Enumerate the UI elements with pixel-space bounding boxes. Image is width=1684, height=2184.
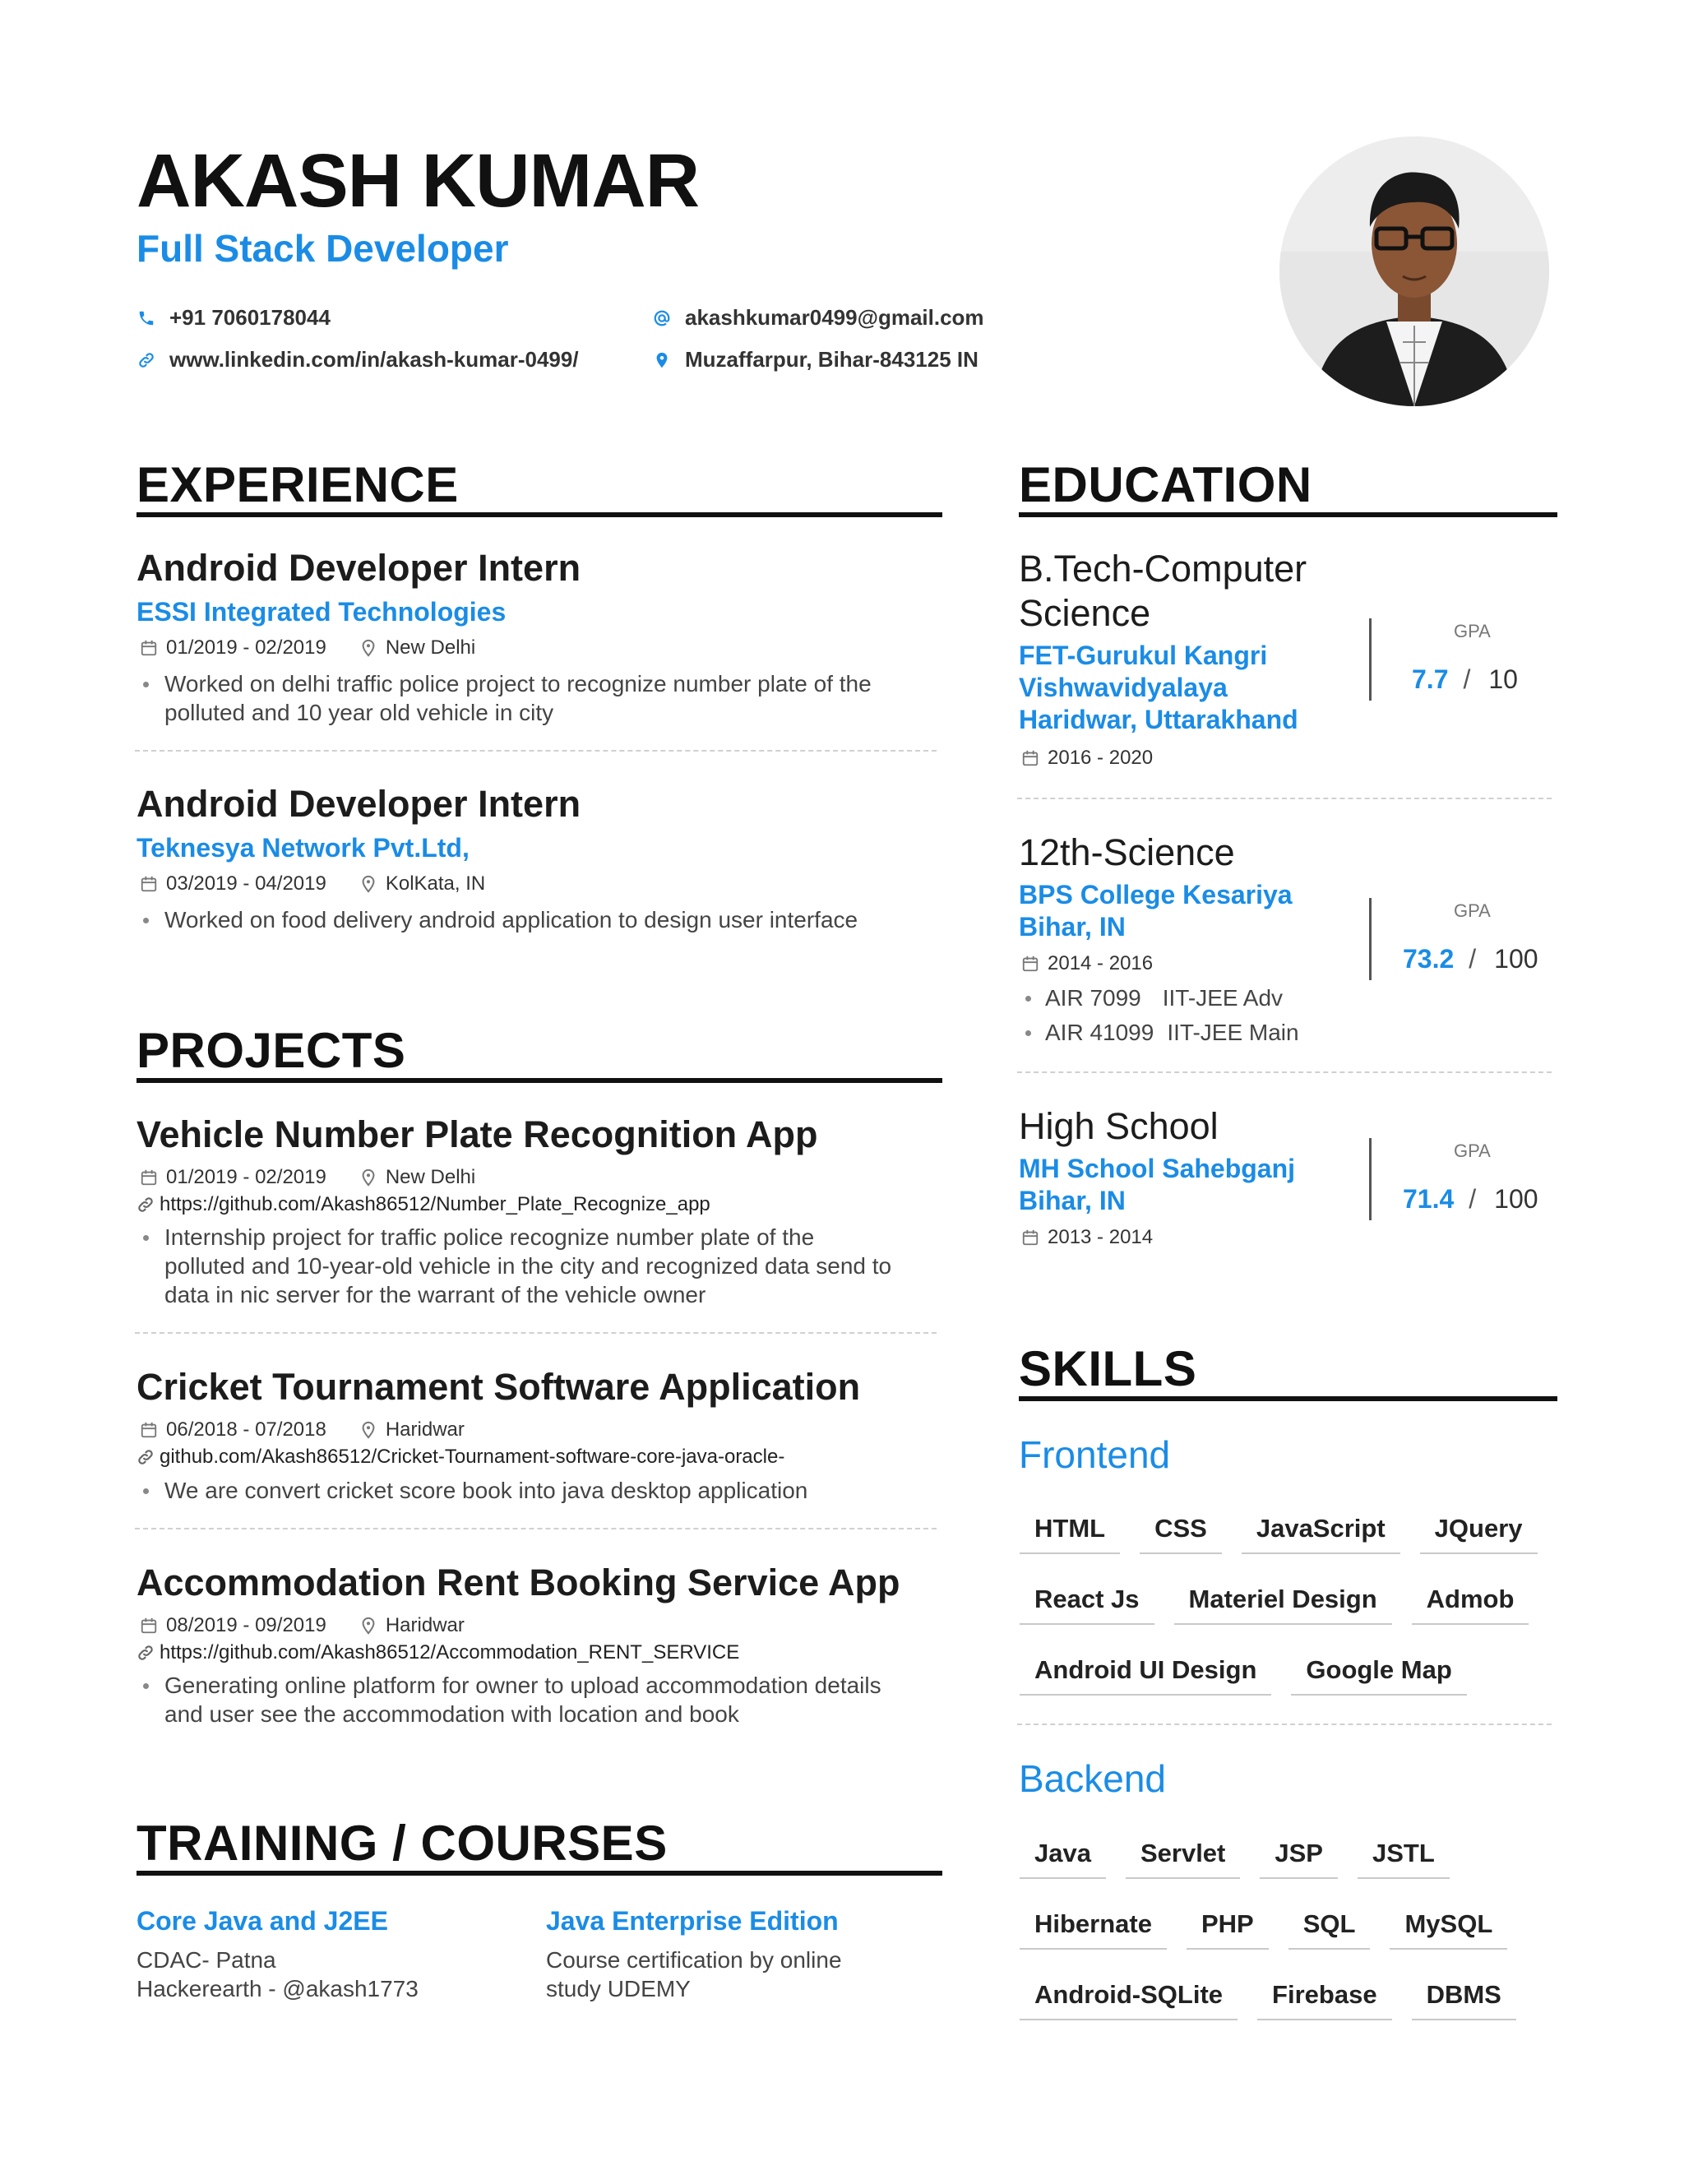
- edu-1-school-line3: Haridwar, Uttarakhand: [1019, 705, 1298, 734]
- frontend-heading: Frontend: [1019, 1433, 1171, 1476]
- proj-2-dates: 06/2018 - 07/2018: [166, 1418, 326, 1441]
- divider: [135, 1332, 937, 1334]
- skill-tag: Firebase: [1257, 1979, 1392, 2020]
- proj-3-bullet: Generating online platform for owner to upload accommodation details and user see the accommodation with location and book: [136, 1671, 893, 1728]
- edu-2-school-line1: BPS College Kesariya: [1019, 880, 1293, 909]
- edu-3-school-line2: Bihar, IN: [1019, 1186, 1126, 1215]
- training-heading: TRAINING / COURSES: [136, 1816, 668, 1871]
- proj-3-title: Accommodation Rent Booking Service App: [136, 1562, 900, 1603]
- edu-2-school-line2: Bihar, IN: [1019, 912, 1126, 942]
- proj-3-bullets: [136, 1671, 893, 1728]
- edu-3-dates: 2013 - 2014: [1048, 1226, 1154, 1248]
- edu-2-degree: [1019, 831, 1235, 875]
- skill-tag: React Js: [1020, 1584, 1154, 1625]
- edu-1-gpa: 7.7 / 10: [1412, 664, 1518, 694]
- link-icon: [132, 351, 161, 369]
- edu-2-achievements: [1019, 981, 1364, 1050]
- candidate-name: AKASH KUMAR: [136, 139, 700, 223]
- divider: [1017, 1724, 1552, 1725]
- edu-3-gpa-max: 100: [1494, 1184, 1538, 1214]
- skill-tag: Google Map: [1291, 1654, 1466, 1696]
- edu-3-gpa-label: GPA: [1454, 1141, 1491, 1161]
- proj-1-title: Vehicle Number Plate Recognition App: [136, 1113, 818, 1155]
- achievement-exam: IIT-JEE Adv: [1162, 985, 1284, 1011]
- proj-3-location: Haridwar: [385, 1614, 465, 1636]
- divider: [135, 1528, 937, 1529]
- achievement-item: [1019, 1016, 1364, 1050]
- proj-1-url: https://github.com/Akash86512/Number_Plate_Recognize_app: [160, 1193, 710, 1215]
- exp-1-dates: 01/2019 - 02/2019: [166, 636, 326, 659]
- phone-text: +91 7060178044: [169, 305, 331, 330]
- projects-heading: PROJECTS: [136, 1023, 406, 1078]
- exp-2-dates: 03/2019 - 04/2019: [166, 872, 326, 895]
- proj-3-dates: 08/2019 - 09/2019: [166, 1614, 326, 1636]
- achievement-item: [1019, 981, 1364, 1016]
- calendar-icon: [140, 1421, 158, 1439]
- edu-1-school-line1: FET-Gurukul Kangri: [1019, 641, 1268, 670]
- training-rule: [136, 1871, 942, 1876]
- proj-1-dates: 01/2019 - 02/2019: [166, 1166, 326, 1188]
- exp-2-role: Android Developer Intern: [136, 783, 581, 825]
- divider: [135, 750, 937, 752]
- edu-3-meta: [1021, 1226, 1153, 1249]
- edu-2-degree-line1: 12th-Science: [1019, 831, 1235, 873]
- edu-2-gpa: 73.2 / 100: [1403, 944, 1538, 974]
- proj-2-title: Cricket Tournament Software Application: [136, 1366, 861, 1408]
- course-1-line1: CDAC- Patna: [136, 1947, 276, 1973]
- proj-1-link[interactable]: [136, 1193, 710, 1216]
- skill-tag: Servlet: [1126, 1838, 1240, 1879]
- calendar-icon: [140, 1617, 158, 1635]
- skills-rule: [1019, 1396, 1557, 1401]
- skill-tag: Hibernate: [1020, 1909, 1167, 1950]
- exp-1-role: Android Developer Intern: [136, 547, 581, 589]
- experience-heading: EXPERIENCE: [136, 457, 459, 512]
- proj-2-bullets: [136, 1476, 951, 1505]
- linkedin-text: www.linkedin.com/in/akash-kumar-0499/: [169, 347, 579, 372]
- frontend-tags: [1020, 1513, 1595, 1696]
- skill-tag: HTML: [1020, 1513, 1120, 1554]
- edu-1-school: [1019, 640, 1298, 736]
- skills-heading: SKILLS: [1019, 1341, 1197, 1396]
- backend-heading: Backend: [1019, 1757, 1167, 1800]
- link-icon: [136, 1196, 155, 1214]
- edu-2-gpa-label: GPA: [1454, 900, 1491, 921]
- edu-3-degree: [1019, 1104, 1219, 1149]
- skill-tag: JavaScript: [1242, 1513, 1400, 1554]
- skill-tag: Materiel Design: [1174, 1584, 1392, 1625]
- edu-3-gpa-value: 71.4: [1403, 1184, 1455, 1214]
- edu-3-gpa: 71.4 / 100: [1403, 1184, 1538, 1214]
- contact-linkedin[interactable]: [132, 347, 579, 372]
- edu-1-school-line2: Vishwavidyalaya: [1019, 673, 1228, 702]
- divider: [1017, 798, 1552, 799]
- contact-email[interactable]: [647, 305, 984, 331]
- proj-2-location: Haridwar: [385, 1418, 465, 1441]
- exp-2-bullet: Worked on food delivery android application to design user interface: [136, 905, 959, 934]
- edu-1-meta: [1021, 747, 1153, 770]
- edu-1-degree-line1: B.Tech-Computer: [1019, 548, 1307, 590]
- proj-2-meta: [140, 1418, 465, 1441]
- education-heading: EDUCATION: [1019, 457, 1312, 512]
- skill-tag: CSS: [1140, 1513, 1222, 1554]
- edu-1-dates: 2016 - 2020: [1048, 747, 1154, 769]
- skill-tag: JQuery: [1420, 1513, 1538, 1554]
- course-2-desc: [546, 1946, 842, 2003]
- edu-2-meta: [1021, 952, 1153, 975]
- location-pin-icon: [359, 1168, 377, 1187]
- proj-2-link[interactable]: [136, 1446, 784, 1469]
- skill-tag: JSP: [1260, 1838, 1338, 1879]
- projects-rule: [136, 1078, 942, 1083]
- course-2-line1: Course certification by online: [546, 1947, 842, 1973]
- calendar-icon: [140, 1168, 158, 1187]
- divider: [1017, 1071, 1552, 1073]
- contact-phone[interactable]: [132, 305, 331, 331]
- gpa-divider: [1369, 898, 1372, 980]
- skill-tag: MySQL: [1390, 1909, 1507, 1950]
- skill-tag: Java: [1020, 1838, 1106, 1879]
- course-2-title: Java Enterprise Edition: [546, 1906, 839, 1936]
- location-pin-icon: [359, 875, 377, 893]
- skill-tag: SQL: [1288, 1909, 1371, 1950]
- proj-1-location: New Delhi: [385, 1166, 476, 1188]
- achievement-exam: IIT-JEE Main: [1167, 1020, 1299, 1045]
- edu-3-degree-line1: High School: [1019, 1105, 1219, 1147]
- course-1-title: Core Java and J2EE: [136, 1906, 388, 1936]
- proj-3-meta: [140, 1614, 465, 1637]
- calendar-icon: [1021, 749, 1039, 767]
- exp-1-meta: [140, 636, 475, 659]
- exp-1-bullets: [136, 669, 951, 727]
- edu-3-school: [1019, 1153, 1295, 1217]
- link-icon: [136, 1644, 155, 1662]
- edu-1-gpa-value: 7.7: [1412, 664, 1449, 694]
- achievement-rank: AIR 41099: [1045, 1020, 1154, 1045]
- skill-tag: Android-SQLite: [1020, 1979, 1238, 2020]
- edu-3-school-line1: MH School Sahebganj: [1019, 1154, 1296, 1183]
- proj-1-bullets: [136, 1223, 897, 1309]
- edu-2-dates: 2014 - 2016: [1048, 952, 1154, 974]
- course-2-line2: study UDEMY: [546, 1976, 691, 2001]
- exp-2-meta: [140, 872, 485, 895]
- exp-1-location: New Delhi: [385, 636, 476, 659]
- calendar-icon: [1021, 955, 1039, 973]
- exp-2-location: KolKata, IN: [385, 872, 486, 895]
- calendar-icon: [1021, 1228, 1039, 1247]
- edu-2-school: [1019, 879, 1293, 943]
- link-icon: [136, 1448, 155, 1466]
- edu-2-gpa-max: 100: [1494, 944, 1538, 974]
- skill-tag: Admob: [1412, 1584, 1529, 1625]
- at-icon: [647, 309, 677, 327]
- location-pin-icon: [647, 351, 677, 369]
- calendar-icon: [140, 639, 158, 657]
- job-title: Full Stack Developer: [136, 227, 509, 270]
- calendar-icon: [140, 875, 158, 893]
- location-pin-icon: [359, 1617, 377, 1635]
- contact-location: [647, 347, 978, 372]
- gpa-divider: [1369, 618, 1372, 701]
- proj-3-url: https://github.com/Akash86512/Accommodation_RENT_SERVICE: [160, 1641, 740, 1663]
- edu-2-gpa-value: 73.2: [1403, 944, 1455, 974]
- profile-photo: [1279, 136, 1549, 406]
- achievement-rank: AIR 7099: [1045, 985, 1141, 1011]
- skill-tag: Android UI Design: [1020, 1654, 1271, 1696]
- phone-icon: [132, 309, 161, 327]
- course-1-desc: [136, 1946, 419, 2003]
- gpa-divider: [1369, 1138, 1372, 1220]
- edu-1-degree-line2: Science: [1019, 592, 1151, 634]
- skill-tag: DBMS: [1412, 1979, 1516, 2020]
- course-1-line2: Hackerearth - @akash1773: [136, 1976, 419, 2001]
- education-rule: [1019, 512, 1557, 517]
- experience-rule: [136, 512, 942, 517]
- edu-1-gpa-max: 10: [1488, 664, 1518, 694]
- proj-2-url: github.com/Akash86512/Cricket-Tournament-software-core-java-oracle-: [160, 1446, 785, 1468]
- skill-tag: PHP: [1187, 1909, 1269, 1950]
- location-text: Muzaffarpur, Bihar-843125 IN: [685, 347, 978, 372]
- exp-1-bullet: Worked on delhi traffic police project to recognize number plate of the polluted and 10 year old vehicle in city: [136, 669, 951, 727]
- location-pin-icon: [359, 639, 377, 657]
- email-text: akashkumar0499@gmail.com: [685, 305, 984, 330]
- location-pin-icon: [359, 1421, 377, 1439]
- proj-1-meta: [140, 1166, 475, 1189]
- edu-1-gpa-label: GPA: [1454, 621, 1491, 641]
- exp-2-company: Teknesya Network Pvt.Ltd,: [136, 833, 470, 863]
- skill-tag: JSTL: [1358, 1838, 1450, 1879]
- exp-2-bullets: [136, 905, 959, 934]
- edu-1-degree: [1019, 547, 1307, 636]
- proj-3-link[interactable]: [136, 1641, 739, 1664]
- proj-2-bullet: We are convert cricket score book into java desktop application: [136, 1476, 951, 1505]
- proj-1-bullet: Internship project for traffic police recognize number plate of the polluted and 10-year-old vehicle in the city and recognized data send to data in nic server for the warrant of the vehicle owner: [136, 1223, 897, 1309]
- backend-tags: [1020, 1838, 1595, 2020]
- exp-1-company: ESSI Integrated Technologies: [136, 597, 507, 627]
